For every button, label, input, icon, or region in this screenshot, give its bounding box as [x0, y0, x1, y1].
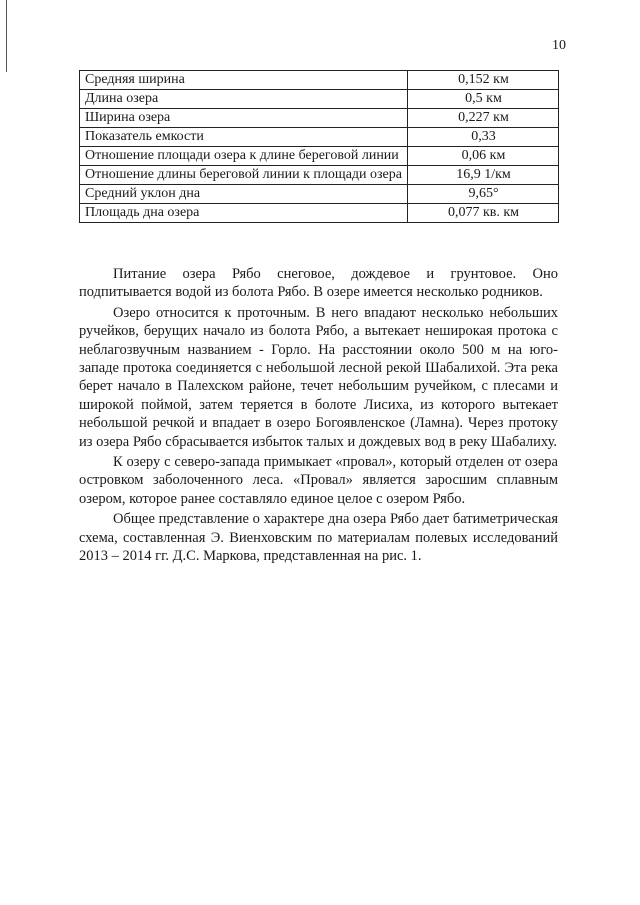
table-row	[80, 109, 559, 128]
parameter-value: 9,65°	[408, 185, 559, 204]
parameter-value: 0,33	[408, 128, 559, 147]
page-number: 10	[552, 38, 566, 53]
table-row	[80, 204, 559, 223]
parameter-value: 16,9 1/км	[408, 166, 559, 185]
body-text	[79, 265, 558, 568]
paragraph-lake-flow: Озеро относится к проточным. В него впадают несколько небольших ручейков, берущих начало из болота Рябо, а вытекает неширокая протока с неблагозвучным названием - Горло. На расстоянии около 500 м на юго-западе протока соединяется с небольшой лесной рекой Шабалихой. Эта река берет начало в Палехском районе, течет небольшим ручейком, с плесами и широкой поймой, затем теряется в болоте Лисиха, из которого вытекает небольшой речкой и впадает в озеро Богоявленское (Ламна). Через протоку из озера Рябо сбрасывается избыток талых и дождевых вод в реку Шабалиху.	[79, 304, 558, 450]
parameter-name: Отношение площади озера к длине береговой линии	[80, 147, 408, 166]
paragraph-bathymetry: Общее представление о характере дна озера Рябо дает батиметрическая схема, составленная Э. Виенховским по материалам полевых исследований 2013 – 2014 гг. Д.С. Маркова, представленная на рис. 1.	[79, 511, 558, 565]
parameter-name: Площадь дна озера	[80, 204, 408, 223]
lake-parameters-table	[79, 70, 559, 223]
paragraph-proval: К озеру с северо-запада примыкает «провал», который отделен от озера островком заболоченного леса. «Провал» является заросшим сплавным озером, которое ранее составляло единое целое с озером Рябо.	[79, 454, 558, 507]
table-row	[80, 185, 559, 204]
parameter-name: Длина озера	[80, 90, 408, 109]
parameter-value: 0,227 км	[408, 109, 559, 128]
table-row	[80, 71, 559, 90]
parameter-name: Ширина озера	[80, 109, 408, 128]
table-row	[80, 166, 559, 185]
parameter-name: Показатель емкости	[80, 128, 408, 147]
table-row	[80, 128, 559, 147]
parameter-name: Средний уклон дна	[80, 185, 408, 204]
parameter-value: 0,077 кв. км	[408, 204, 559, 223]
paragraph-lake-feeding: Питание озера Рябо снеговое, дождевое и грунтовое. Оно подпитывается водой из болота Рябо. В озере имеется несколько родников.	[79, 266, 558, 301]
parameter-name: Средняя ширина	[80, 71, 408, 90]
table-row	[80, 90, 559, 109]
scan-edge-line	[6, 0, 7, 72]
parameter-name: Отношение длины береговой линии к площади озера	[80, 166, 408, 185]
table-row	[80, 147, 559, 166]
parameter-value: 0,152 км	[408, 71, 559, 90]
parameter-value: 0,5 км	[408, 90, 559, 109]
parameter-value: 0,06 км	[408, 147, 559, 166]
